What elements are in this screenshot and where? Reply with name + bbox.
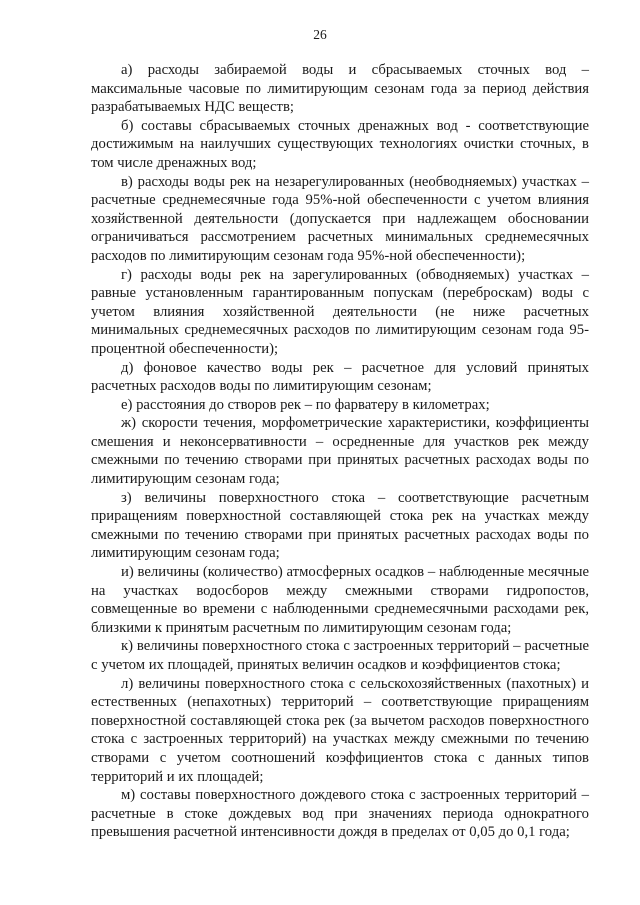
paragraph-zh: ж) скорости течения, морфометрические характеристики, коэффициенты смешения и неконсервативности – осредненные для участков рек между смежными по течению створами при принятых расчетных расходах воды по лимитирующим сезонам года; <box>91 415 589 488</box>
paragraph-k: к) величины поверхностного стока с застроенных территорий – расчетные с учетом их площадей, принятых величин осадков и коэффициентов стока; <box>91 638 589 673</box>
paragraph-b: б) составы сбрасываемых сточных дренажных вод - соответствующие достижимым на наилучших существующих технологиях очистки сточных, в том числе дренажных вод; <box>91 117 589 171</box>
paragraph-a: а) расходы забираемой воды и сбрасываемых сточных вод – максимальные часовые по лимитирующим сезонам года за период действия разрабатываемых НДС веществ; <box>91 62 589 116</box>
paragraph-i: и) величины (количество) атмосферных осадков – наблюденные месячные на участках водосборов между смежными створами гидропостов, совмещенные во времени с наблюденными среднемесячными расходами рек, близкими к принятым расчетным по лимитирующим сезонам года; <box>91 564 589 636</box>
paragraph-g: г) расходы воды рек на зарегулированных (обводняемых) участках – равные установленным гарантированным попускам (переброскам) воды с учетом влияния хозяйственной деятельности (не ниже расчетных минимальных среднемесячных расходов по лимитирующим сезонам года 95-процентной обеспеченности); <box>91 266 589 357</box>
page-number: 26 <box>313 27 327 42</box>
paragraph-m: м) составы поверхностного дождевого стока с застроенных территорий – расчетные в стоке дождевых вод при значениях периода однократного превышения расчетной интенсивности дождя в пределах от 0,05 до 0,1 года; <box>91 787 589 841</box>
document-body <box>91 61 589 842</box>
paragraph-d: д) фоновое качество воды рек – расчетное для условий принятых расчетных расходов воды по лимитирующим сезонам; <box>91 359 589 395</box>
paragraph-e: е) расстояния до створов рек – по фарватеру в километрах; <box>121 396 490 413</box>
paragraph-l: л) величины поверхностного стока с сельскохозяйственных (пахотных) и естественных (непахотных) территорий – соответствующие приращениям поверхностной составляющей стока рек (за вычетом расходов поверхностного стока с застроенных территорий) на участках между смежными по течению створами с учетом соотношений коэффициентов стока с данных типов территорий и их площадей; <box>91 675 589 785</box>
paragraph-z: з) величины поверхностного стока – соответствующие расчетным приращениям поверхностной составляющей стока рек на участках между смежными по течению створами при принятых расчетных расходах воды по лимитирующим сезонам года; <box>91 489 589 562</box>
paragraph-v: в) расходы воды рек на незарегулированных (необводняемых) участках – расчетные среднемесячные года 95%-ной обеспеченности с учетом влияния хозяйственной деятельности (допускается при надлежащем обосновании ограничиваться рассмотрением расчетных минимальных среднемесячных расходов по лимитирующим сезонам года 95%-ной обеспеченности); <box>91 173 589 264</box>
